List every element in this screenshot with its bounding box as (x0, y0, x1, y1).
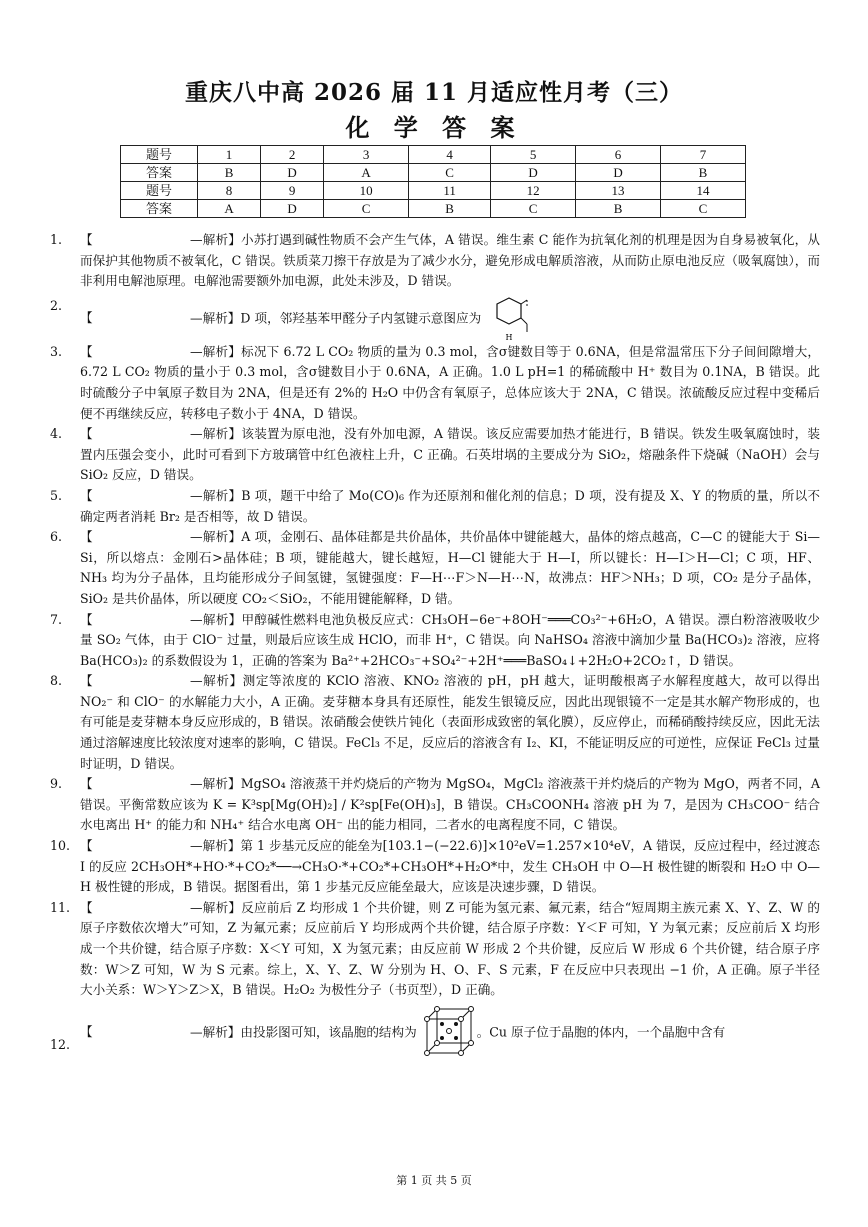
table-cell: A (198, 200, 261, 218)
table-cell: B (576, 200, 661, 218)
solution-item (50, 342, 820, 424)
table-cell: C (491, 200, 576, 218)
table-cell: 10 (324, 182, 409, 200)
item-number: 3. (50, 343, 63, 359)
item-text: —解析】B 项，题干中给了 Mo(CO)₆ 作为还原剂和催化剂的信息；D 项，没有提及 X、Y 的物质的量，所以不确定两者消耗 Br₂ 是否相等，故 D 错误。 (80, 487, 820, 524)
item-text: —解析】小苏打遇到碱性物质不会产生气体，A 错误。维生素 C 能作为抗氧化剂的机理是因为自身易被氧化，从而保护其他物质不被氧化，C 错误。铁质菜刀擦干存放是为了减少水分，避免形成电解质溶液，从而防止原电池反应（吸氧腐蚀），而非利用电解池原理。电解池需要额外加电源，此处未涉及，D 错误。 (80, 232, 820, 289)
item-text: —解析】D 项，邻羟基苯甲醛分子内氢键示意图应为 (190, 310, 482, 326)
solution-list (50, 230, 820, 1061)
item-text: —解析】测定等浓度的 KClO 溶液、KNO₂ 溶液的 pH，pH 越大，证明酸根离子水解程度越大，故可以得出 NO₂⁻ 和 ClO⁻ 的水解能力大小，A 正确。麦芽糖本身具有还原性，能发生银镜反应，因此出现银镜不一定是其水解产物形成的，也有可能是麦芽糖本身反应形成的，B 错误。浓硝酸会使铁片钝化（表面形成致密的氧化膜），反应停止，而稀硝酸持续反应，因此无法通过溶解速度比较浓度对速率的影响，C 错误。FeCl₃ 不足，反应后的溶液含有 I₂、KI，不能证明反应的可逆性，应保证 FeCl₃ 过量时证明，D 错误。 (80, 673, 820, 771)
table-cell: D (261, 200, 324, 218)
table-cell: 9 (261, 182, 324, 200)
table-cell: B (198, 164, 261, 182)
item-bracket: 【 (80, 487, 93, 503)
solution-item (50, 230, 820, 292)
solution-item (50, 1001, 820, 1061)
solution-item (50, 836, 820, 898)
item-text: —解析】MgSO₄ 溶液蒸干并灼烧后的产物为 MgSO₄，MgCl₂ 溶液蒸干并灼烧后的产物为 MgO，两者不同，A 错误。平衡常数应该为 K = K³sp[Mg(OH)₂] / K²sp[Fe(OH)₃]，B 错误。CH₃COONH₄ 溶液 pH 为 7，是因为 CH₃COO⁻ 结合水电离出 H⁺ 的能力和 NH₄⁺ 结合水电离 OH⁻ 出的能力相同，二者水的电离程度不同，C 错误。 (80, 776, 820, 833)
table-cell: 7 (661, 146, 746, 164)
hydrogen-bond-structure-icon (485, 296, 531, 342)
table-cell: 6 (576, 146, 661, 164)
item-number: 2. (50, 297, 63, 313)
item-bracket: 【 (80, 1024, 93, 1040)
solution-item (50, 486, 820, 527)
item-number: 8. (50, 673, 63, 689)
table-cell: 1 (198, 146, 261, 164)
item-text-tail: 。Cu 原子位于晶胞的体内，一个晶胞中含有 (476, 1024, 726, 1040)
item-bracket: 【 (80, 838, 93, 854)
solution-item (50, 610, 820, 672)
table-row (121, 164, 746, 182)
table-row (121, 200, 746, 218)
item-text: —解析】甲醇碱性燃料电池负极反应式：CH₃OH−6e⁻+8OH⁻═══CO₃²⁻+6H₂O，A 错误。漂白粉溶液吸收少量 SO₂ 气体，由于 ClO⁻ 过量，则最后应该生成 HClO，而非 H⁺，C 错误。向 NaHSO₄ 溶液中滴加少量 Ba(HCO₃)₂ 溶液，应将 Ba(HCO₃)₂ 的系数假设为 1，正确的答案为 Ba²⁺+2HCO₃⁻+SO₄²⁻+2H⁺═══BaSO₄↓+2H₂O+2CO₂↑，D 错误。 (80, 611, 820, 668)
item-bracket: 【 (80, 673, 93, 689)
item-text: —解析】由投影图可知，该晶胞的结构为 (190, 1024, 417, 1040)
table-cell: B (409, 200, 491, 218)
item-text: —解析】该装置为原电池，没有外加电源，A 错误。该反应需要加热才能进行，B 错误。铁发生吸氧腐蚀时，装置内压强会变小，此时可看到下方玻璃管中红色液柱上升，C 正确。石英坩埚的主要成分为 SiO₂，熔融条件下烧碱（NaOH）会与 SiO₂ 反应，D 错误。 (80, 426, 820, 483)
solution-item (50, 774, 820, 836)
table-cell: A (324, 164, 409, 182)
item-bracket: 【 (80, 899, 93, 915)
table-cell: 4 (409, 146, 491, 164)
answer-table (120, 145, 746, 218)
table-cell: D (491, 164, 576, 182)
solution-item (50, 671, 820, 774)
item-number: 12. (50, 1036, 71, 1052)
table-cell: D (576, 164, 661, 182)
item-number: 6. (50, 529, 63, 545)
page-number: 第 1 页 共 5 页 (396, 1174, 472, 1187)
item-text: —解析】反应前后 Z 均形成 1 个共价键，则 Z 可能为氢元素、氟元素，结合“短周期主族元素 X、Y、Z、W 的原子序数依次增大”可知，Z 为氟元素；反应前后 Y 均形成两个共价键，结合原子序数：Y＜F 可知，Y 为氧元素；反应前后 X 均形成一个共价键，结合原子序数：X＜Y 可知，X 为氢元素；由反应前 W 形成 2 个共价键，反应后 W 形成 6 个共价键，结合原子序数：W＞Z 可知，W 为 S 元素。综上，X、Y、Z、W 分别为 H、O、F、S 元素，F 在反应中只表现出 −1 价，A 正确。原子半径大小关系：W＞Y＞Z＞X，B 错误。H₂O₂ 为极性分子（书页型），D 正确。 (80, 899, 820, 998)
table-cell: 8 (198, 182, 261, 200)
item-bracket: 【 (80, 776, 93, 792)
solution-item (50, 424, 820, 486)
table-cell: C (324, 200, 409, 218)
item-text: —解析】第 1 步基元反应的能垒为[103.1−(−22.6)]×10²eV=1.257×10⁴eV，A 错误，反应过程中，经过渡态 I 的反应 2CH₃OH*+HO·*+CO₂*──→CH₃O·*+CO₂*+CH₃OH*+H₂O*中，发生 CH₃OH 中 O—H 极性键的断裂和 H₂O 中 O—H 极性键的形成，B 错误。据图看出，第 1 步基元反应能垒最大，应该是决速步骤，D 错误。 (80, 838, 820, 895)
solution-item (50, 527, 820, 609)
table-cell: D (261, 164, 324, 182)
row-label: 答案 (121, 164, 198, 182)
table-cell: 3 (324, 146, 409, 164)
table-cell: 11 (409, 182, 491, 200)
item-number: 9. (50, 776, 63, 792)
table-cell: C (661, 200, 746, 218)
item-text: —解析】A 项，金刚石、晶体硅都是共价晶体，共价晶体中键能越大，晶体的熔点越高，C—C 的键能大于 Si—Si，所以熔点：金刚石>晶体硅；B 项，键能越大，键长越短，H—Cl 键能大于 H—I，所以键长：H—I＞H—Cl；C 项，HF、NH₃ 均为分子晶体，且均能形成分子间氢键，氢键强度：F—H⋯F＞N—H⋯N，故沸点：HF＞NH₃；D 项，CO₂ 是分子晶体，SiO₂ 是共价晶体，所以硬度 CO₂＜SiO₂，不能用键能解释，D 错。 (80, 529, 820, 606)
item-number: 10. (50, 838, 71, 854)
table-cell: B (661, 164, 746, 182)
table-row (121, 146, 746, 164)
table-cell: 14 (661, 182, 746, 200)
item-number: 7. (50, 611, 63, 627)
item-number: 11. (50, 899, 71, 915)
item-number: 5. (50, 487, 63, 503)
svg-text:H: H (505, 332, 513, 342)
row-label: 答案 (121, 200, 198, 218)
item-bracket: 【 (80, 343, 93, 359)
solution-item (50, 292, 820, 342)
table-cell: 2 (261, 146, 324, 164)
table-cell: C (409, 164, 491, 182)
item-bracket: 【 (80, 426, 93, 442)
table-cell: 5 (491, 146, 576, 164)
table-row (121, 182, 746, 200)
item-bracket: 【 (80, 529, 93, 545)
crystal-cell-diagram-icon (421, 1005, 477, 1061)
table-cell: 13 (576, 182, 661, 200)
row-label: 题号 (121, 146, 198, 164)
item-number: 1. (50, 232, 63, 247)
table-cell: 12 (491, 182, 576, 200)
answer-heading: 化 学 答 案 (345, 113, 523, 142)
item-bracket: 【 (80, 611, 93, 627)
exam-title: 重庆八中高 2026 届 11 月适应性月考（三） (184, 79, 684, 106)
item-number: 4. (50, 426, 63, 442)
item-bracket: 【 (80, 310, 93, 326)
item-text: —解析】标况下 6.72 L CO₂ 物质的量为 0.3 mol，含σ键数目等于 0.6NA，但是常温常压下分子间间隙增大，6.72 L CO₂ 物质的量小于 0.3 mol，含σ键数目小于 0.6NA，A 正确。1.0 L pH=1 的稀硫酸中 H⁺ 数目为 0.1NA，B 错误。此时硫酸分子中氧原子数目为 2NA，但是还有 2%的 H₂O 中仍含有氧原子，总体应该大于 2NA，C 错误。浓硫酸反应过程中变稀后便不再继续反应，转移电子数小于 4NA，D 错误。 (80, 343, 820, 421)
row-label: 题号 (121, 182, 198, 200)
solution-item (50, 898, 820, 1001)
item-bracket: 【 (80, 232, 93, 247)
